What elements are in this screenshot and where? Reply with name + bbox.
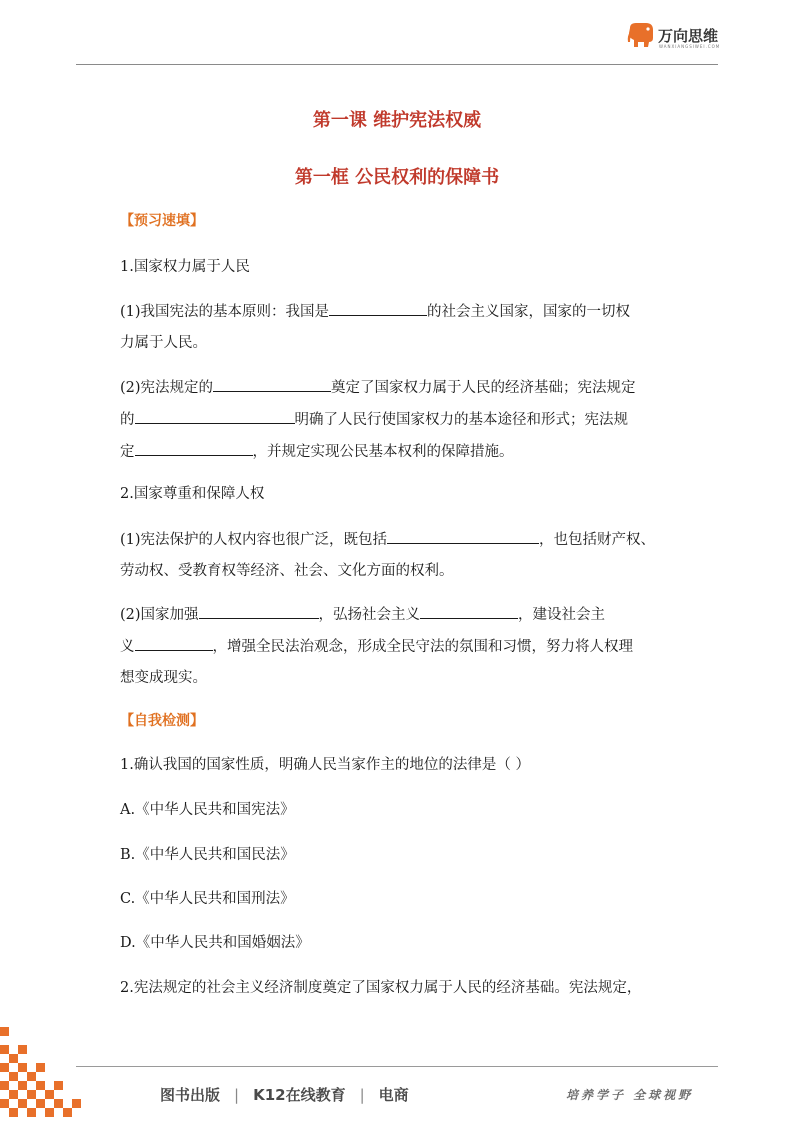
fill-blank[interactable] xyxy=(199,604,319,619)
logo-text: 万向思维 xyxy=(658,27,719,45)
footer-nav: 图书出版 | K12在线教育 | 电商 xyxy=(160,1086,409,1104)
fill-blank[interactable] xyxy=(420,604,518,619)
lesson-subtitle: 第一框 公民权利的保障书 xyxy=(294,167,500,188)
elephant-logo-icon xyxy=(626,22,656,48)
paragraph-2-line-3: 定 ，并规定实现公民基本权利的保障措施。 xyxy=(120,441,676,462)
fill-blank[interactable] xyxy=(135,636,213,651)
item1-title: 1.国家权力属于人民 xyxy=(120,259,250,275)
question-2: 2.宪法规定的社会主义经济制度奠定了国家权力属于人民的经济基础。宪法规定， xyxy=(120,980,642,996)
option-a[interactable]: A.《中华人民共和国宪法》 xyxy=(120,802,295,818)
preview-heading: 【预习速填】 xyxy=(120,213,204,229)
brand-logo xyxy=(626,22,726,52)
paragraph-4-line-3: 想变成现实。 xyxy=(120,670,207,686)
paragraph-2-line-1: (2)宪法规定的 奠定了国家权力属于人民的经济基础；宪法规定 xyxy=(120,377,676,398)
selfcheck-heading: 【自我检测】 xyxy=(120,713,204,729)
footer-nav-ecommerce[interactable]: 电商 xyxy=(378,1086,409,1104)
fill-blank[interactable] xyxy=(135,409,295,424)
footer-nav-k12[interactable]: K12在线教育 xyxy=(253,1086,346,1104)
paragraph-1-line-1: (1)我国宪法的基本原则：我国是 的社会主义国家，国家的一切权 xyxy=(120,301,676,322)
option-d[interactable]: D.《中华人民共和国婚姻法》 xyxy=(120,935,310,951)
paragraph-3-line-2: 劳动权、受教育权等经济、社会、文化方面的权利。 xyxy=(120,563,454,579)
logo-subtext: WANXIANGSIWEI.COM xyxy=(659,44,721,49)
footer-divider xyxy=(76,1066,718,1067)
checker-decoration-icon xyxy=(0,1027,92,1123)
paragraph-1-line-2: 力属于人民。 xyxy=(120,335,207,351)
option-c[interactable]: C.《中华人民共和国刑法》 xyxy=(120,891,295,907)
paragraph-2-line-2: 的 明确了人民行使国家权力的基本途径和形式；宪法规 xyxy=(120,409,676,430)
header-divider xyxy=(76,64,718,65)
fill-blank[interactable] xyxy=(387,529,539,544)
footer-slogan: 培养学子 全球视野 xyxy=(566,1088,694,1102)
item2-title: 2.国家尊重和保障人权 xyxy=(120,486,265,502)
lesson-title: 第一课 维护宪法权威 xyxy=(312,110,482,131)
fill-blank[interactable] xyxy=(135,441,253,456)
option-b[interactable]: B.《中华人民共和国民法》 xyxy=(120,847,295,863)
fill-blank[interactable] xyxy=(213,377,331,392)
fill-blank[interactable] xyxy=(329,301,427,316)
paragraph-3-line-1: (1)宪法保护的人权内容也很广泛，既包括 ，也包括财产权、 xyxy=(120,529,676,550)
footer-nav-books[interactable]: 图书出版 xyxy=(160,1086,221,1104)
paragraph-4-line-2: 义 ，增强全民法治观念，形成全民守法的氛围和习惯，努力将人权理 xyxy=(120,636,676,657)
question-1: 1.确认我国的国家性质，明确人民当家作主的地位的法律是（ ） xyxy=(120,757,530,773)
paragraph-4-line-1: (2)国家加强 ，弘扬社会主义 ，建设社会主 xyxy=(120,604,676,625)
